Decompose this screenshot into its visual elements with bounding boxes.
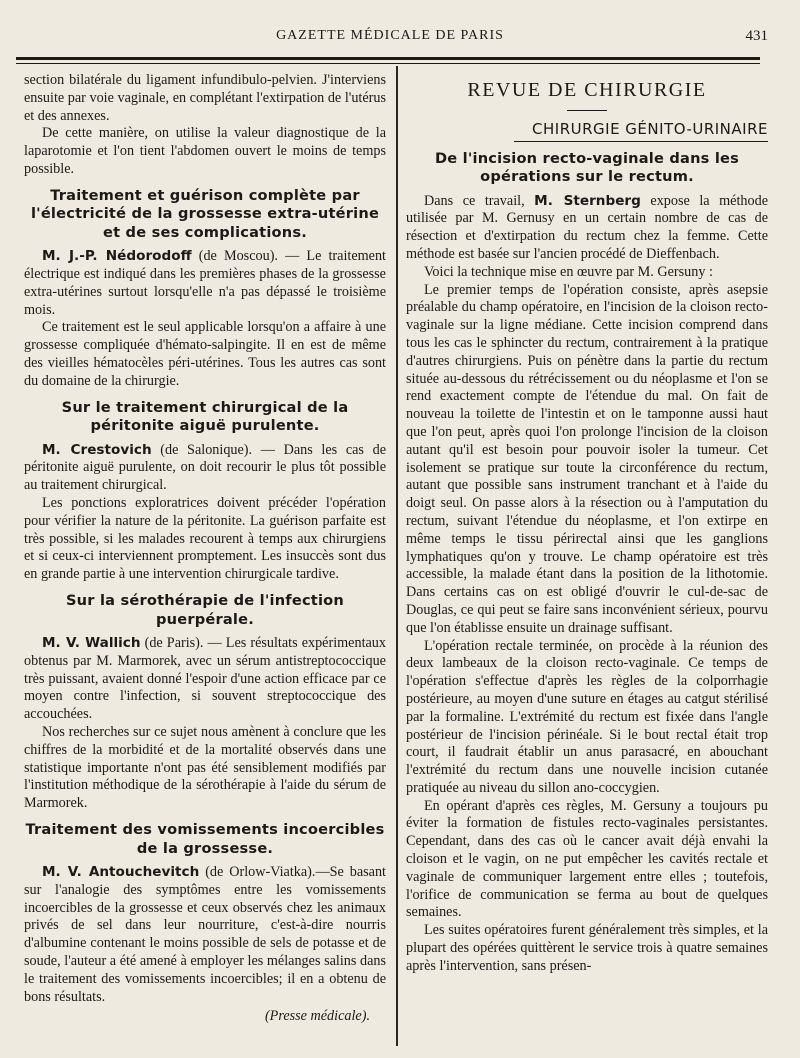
right-column: [406, 72, 768, 976]
paragraph: [24, 248, 386, 319]
paragraph: Voici la technique mise en œuvre par M. Gersuny :: [424, 263, 713, 280]
paragraph-text: (de Orlow-Viatka).—Se basant sur l'analogie des symptômes entre les vomissements incoercibles de la grossesse et ceux observés chez les animaux privés de sel dans leur nourriture, c'est-à-dire nourris d'albumine contenant le moins possible de sels de potasse et de soude, l'auteur a été amené à employer les mélanges salins dans le traitement des vomissements incoercibles; il en a obtenu de bons résultats.: [24, 864, 387, 1005]
column-divider: [396, 66, 398, 1046]
header-rule-thick: [16, 57, 760, 60]
paragraph: L'opération rectale terminée, on procède à la réunion des deux lambeaux de la cloison recto-vaginale. Ce temps de l'opération s'effectue d'après les règles de la colporrhagie postérieure, au moyen d'une suture en étages au catgut stérilisé par la formaline. L'extrémité du rectum est fixée dans l'angle postérieur de l'incision périnéale. Si le bout rectal était trop court, il faudrait établir un anus parasacré, en abouchant l'extrémité du rectum dans une nouvelle incision cutanée pratiquée au niveau du sillon ano-coccygien.: [406, 637, 768, 796]
subsection-heading: CHIRURGIE GÉNITO-URINAIRE: [514, 121, 768, 142]
paragraph: Nos recherches sur ce sujet nous amènent à conclure que les chiffres de la morbidité et de la mortalité observés dans une statistique importante n'ont pas été sensiblement modifiés par l'institution méthodique de la sérothérapie à l'aide du sérum de Marmorek.: [24, 724, 386, 812]
heading-rule: [567, 110, 607, 111]
paragraph: [24, 864, 386, 1006]
paragraph: [24, 442, 386, 495]
paragraph: [406, 193, 768, 264]
paragraph-text: (de Paris). — Les résultats expérimentaux obtenus par M. Marmorek, avec un sérum antistreptococcique très puissant, avaient donné l'espoir d'une action efficace par ce moyen contre l'infection, si souvent streptococcique des accouchées.: [24, 635, 386, 723]
paragraph: De cette manière, on utilise la valeur diagnostique de la laparotomie et l'on tient l'abdomen ouvert le moins de temps possible.: [24, 125, 386, 177]
paragraph: [24, 635, 386, 724]
article-title: Traitement des vomissements incoercibles de la grossesse.: [25, 821, 385, 857]
article-title: Sur la sérothérapie de l'infection puerpérale.: [65, 592, 345, 628]
article-title: De l'incision recto-vaginale dans les opérations sur le rectum.: [434, 149, 740, 186]
header-rule-thin: [16, 63, 760, 64]
page-number: 431: [745, 28, 768, 44]
paragraph: Les ponctions exploratrices doivent précéder l'opération pour vérifier la nature de la péritonite. La guérison parfaite est très possible, si les malades recourent à temps aux chirurgiens et si ceux-ci interviennent promptement. Les insuccès sont dus en grande partie à une intervention chirurgicale tardive.: [24, 495, 386, 583]
article-title: Traitement et guérison complète par l'électricité de la grossesse extra-utérine et de ses complications.: [30, 186, 380, 241]
paragraph: Les suites opératoires furent généralement très simples, et la plupart des opérées quittèrent le service trois à quatre semaines après l'intervention, sans présen-: [406, 922, 768, 974]
paragraph-text: Dans ce travail,: [424, 192, 535, 209]
author-name: M. V. Wallich: [42, 635, 141, 652]
left-column: [24, 72, 386, 1026]
paragraph-text: (de Moscou). — Le traitement électrique est indiqué dans les premières phases de la grossesse extra-utérines surtout lorsqu'elle n'a pas dépassé le troisième mois.: [24, 248, 386, 318]
author-name: M. Crestovich: [42, 441, 152, 458]
paragraph: En opérant d'après ces règles, M. Gersuny a toujours pu éviter la formation de fistules recto-vaginales persistantes. Cependant, dans des cas où le cancer avait déjà envahi la cloison et le vagin, on ne put empêcher les cavités rectale et vaginale de communiquer largement entre elles ; toutefois, l'orifice de communication se ferma au bout de quelques semaines.: [406, 797, 768, 921]
author-name: M. J.-P. Nédorodoff: [42, 248, 192, 265]
paragraph: Ce traitement est le seul applicable lorsqu'on a affaire à une grossesse compliquée d'hémato-salpingite. Il en est de même des vieilles hématocèles péri-utérines. Tous les autres cas sont du domaine de la chirurgie.: [24, 319, 386, 389]
page-header: [0, 26, 800, 48]
paragraph-text: (de Salonique). — Dans les cas de péritonite aiguë purulente, on doit recourir le plus tôt possible au traitement chirurgical.: [24, 441, 386, 494]
source-citation: (Presse médicale).: [264, 1008, 370, 1025]
author-name: M. Sternberg: [534, 192, 641, 209]
article-title: Sur le traitement chirurgical de la péritonite aiguë purulente.: [61, 398, 349, 435]
section-heading: REVUE DE CHIRURGIE: [467, 79, 707, 101]
paragraph: section bilatérale du ligament infundibulo-pelvien. J'interviens ensuite par voie vaginale, en complétant l'extirpation de l'utérus et des annexes.: [24, 72, 386, 124]
running-title: GAZETTE MÉDICALE DE PARIS: [276, 28, 504, 43]
author-name: M. V. Antouchevitch: [42, 864, 200, 880]
paragraph-text: expose la méthode utilisée par M. Gernusy en un certain nombre de cas de résection et d'extirpation du rectum chez la femme. Cette méthode est basée sur l'ancien procédé de Dieffenbach.: [406, 192, 768, 262]
paragraph: Le premier temps de l'opération consiste, après asepsie préalable du champ opératoire, en l'incision de la cloison recto-vaginale sur la ligne médiane. Cette incision comprend dans tous les cas le sphincter du rectum, contrairement à la pratique d'autres chirurgiens. Puis on pénètre dans la partie du rectum située au-dessous du rétrécissement ou du néoplasme et l'on se rend exactement compte de l'étendue du mal. On fait de nouveau la toilette de l'intestin et on le tamponne aussi haut que l'on peut, après quoi l'on prolonge l'incision de la cloison autant qu'il est besoin pour pouvoir isoler la tumeur. Cet isolement se pratique sur toute la circonférence du rectum, autant que possible sans instrument tranchant et à l'aide du doigt seul. On passe alors à la résection ou à l'amputation du rectum, suivant l'étendue du néoplasme, et l'on extirpe en même temps le tissu périrectal ainsi que les ganglions lymphatiques qu'on y trouve. Le champ opératoire est très accessible, la malade étant dans la position de la lithotomie. Dans certains cas on est obligé d'ouvrir le cul-de-sac de Douglas, ce qui peut se faire sans inconvénient sérieux, pourvu que l'on établisse ensuite un drainage suffisant.: [406, 281, 768, 636]
